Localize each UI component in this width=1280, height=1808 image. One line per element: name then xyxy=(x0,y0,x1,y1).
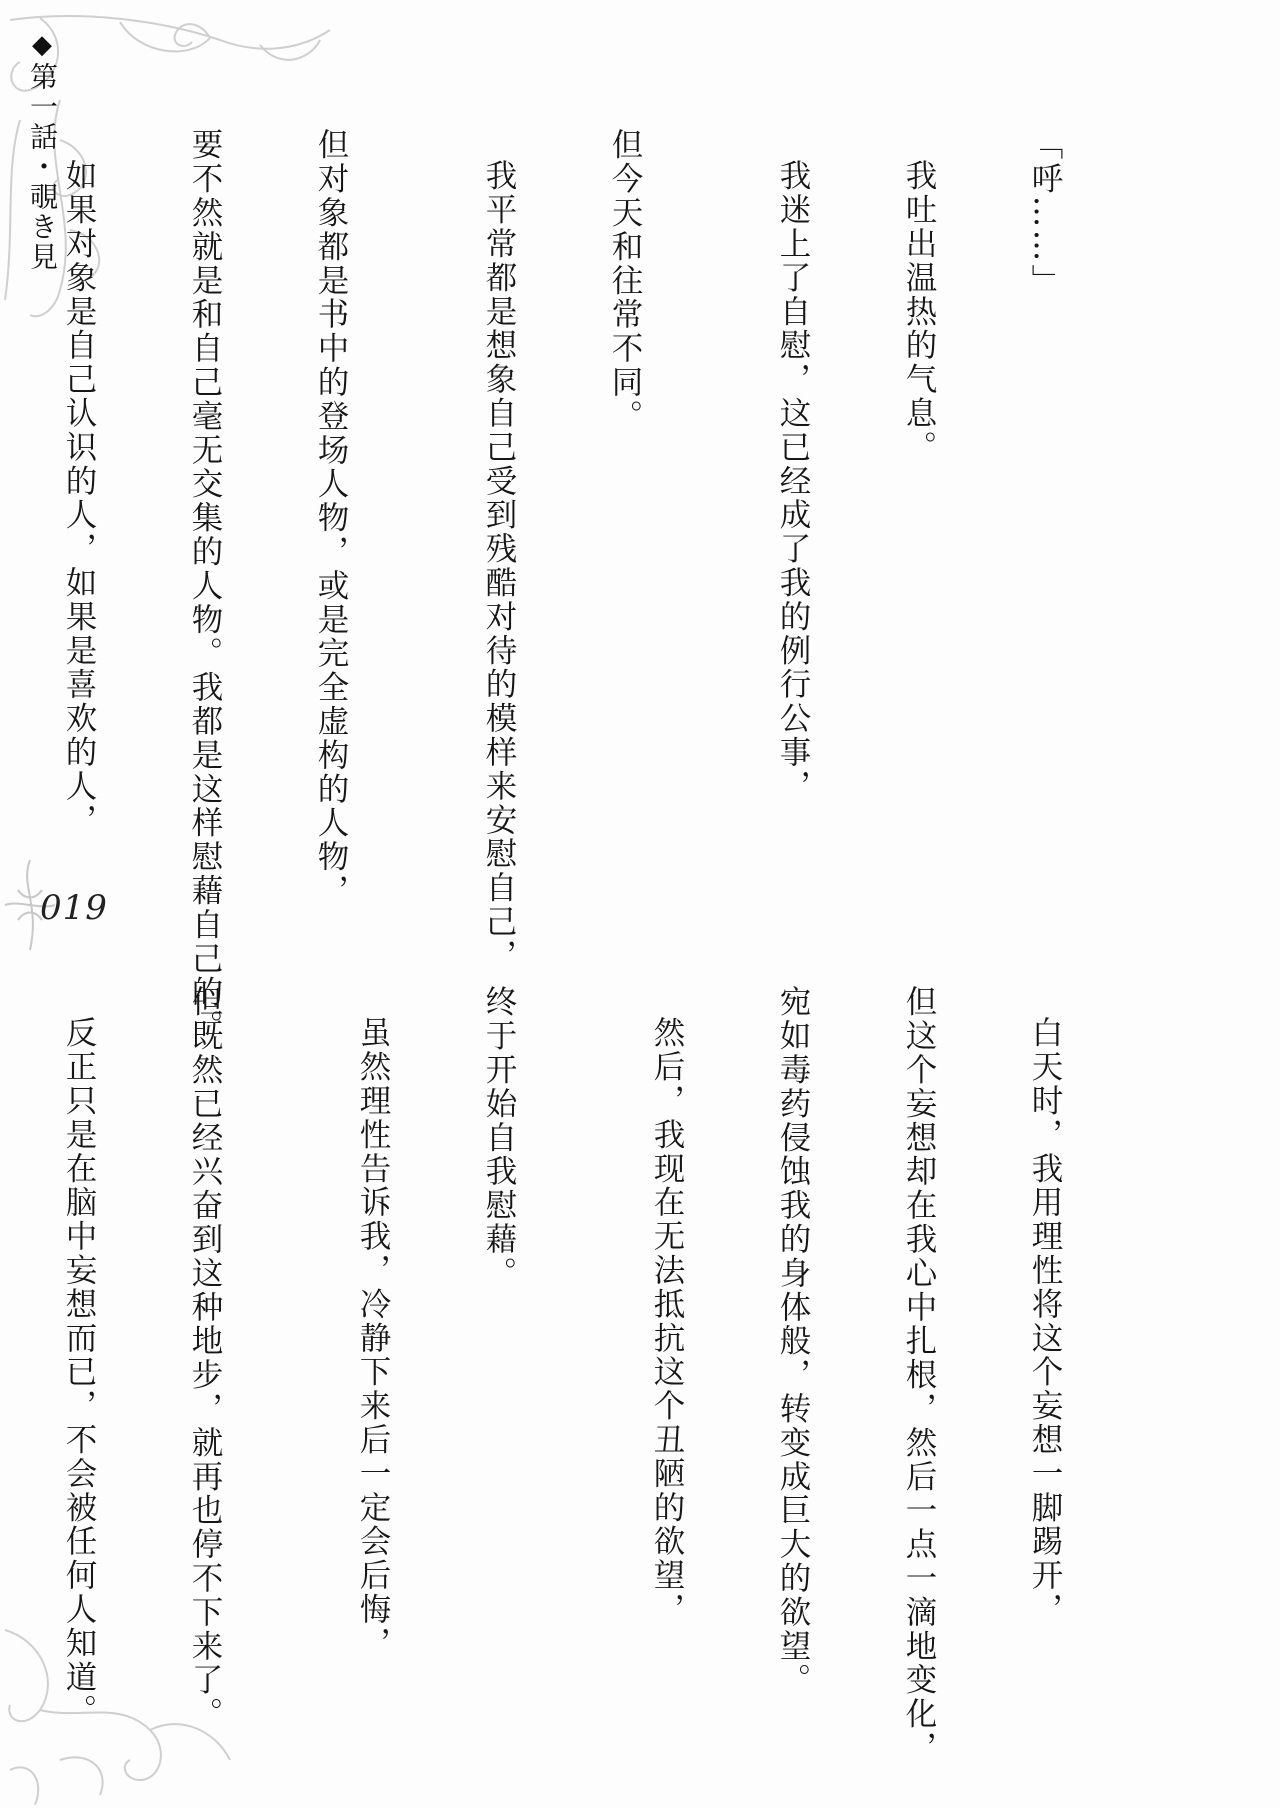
text-column: 但既然已经兴奋到这种地步，就再也停不下来了。 xyxy=(187,985,223,1731)
diamond-icon: ◆ xyxy=(27,30,57,62)
text-column: 但对象都是书中的登场人物，或是完全虚构的人物， xyxy=(313,128,349,908)
text-block-lower xyxy=(0,985,1150,1765)
text-column: 白天时，我用理性将这个妄想一脚踢开， xyxy=(1027,1016,1063,1627)
text-column: 我平常都是想象自己受到残酷对待的模样来安慰自己， xyxy=(481,159,517,973)
text-column: 如果对象是自己认识的人，如果是喜欢的人， xyxy=(61,159,97,837)
text-column: 我吐出温热的气息。 xyxy=(901,159,937,465)
chapter-title: 第一話・覗き見 xyxy=(26,62,59,272)
text-column: 虽然理性告诉我，冷静下来后一定会后悔， xyxy=(355,1016,391,1661)
page-number: 019 xyxy=(40,888,108,928)
text-column: 「呼……」 xyxy=(1027,128,1063,298)
text-column: 宛如毒药侵蚀我的身体般，转变成巨大的欲望。 xyxy=(775,985,811,1697)
text-column: 我迷上了自慰，这已经成了我的例行公事， xyxy=(775,159,811,804)
text-column: 但今天和往常不同。 xyxy=(607,128,643,434)
text-column: 但这个妄想却在我心中扎根，然后一点一滴地变化， xyxy=(901,985,937,1765)
text-column: 然后，我现在无法抵抗这个丑陋的欲望， xyxy=(649,1016,685,1627)
text-column: 要不然就是和自己毫无交集的人物。我都是这样慰藉自己的。 xyxy=(187,128,223,1044)
text-column: 反正只是在脑中妄想而已，不会被任何人知道。 xyxy=(61,1016,97,1728)
text-column: 终于开始自我慰藉。 xyxy=(481,985,517,1291)
